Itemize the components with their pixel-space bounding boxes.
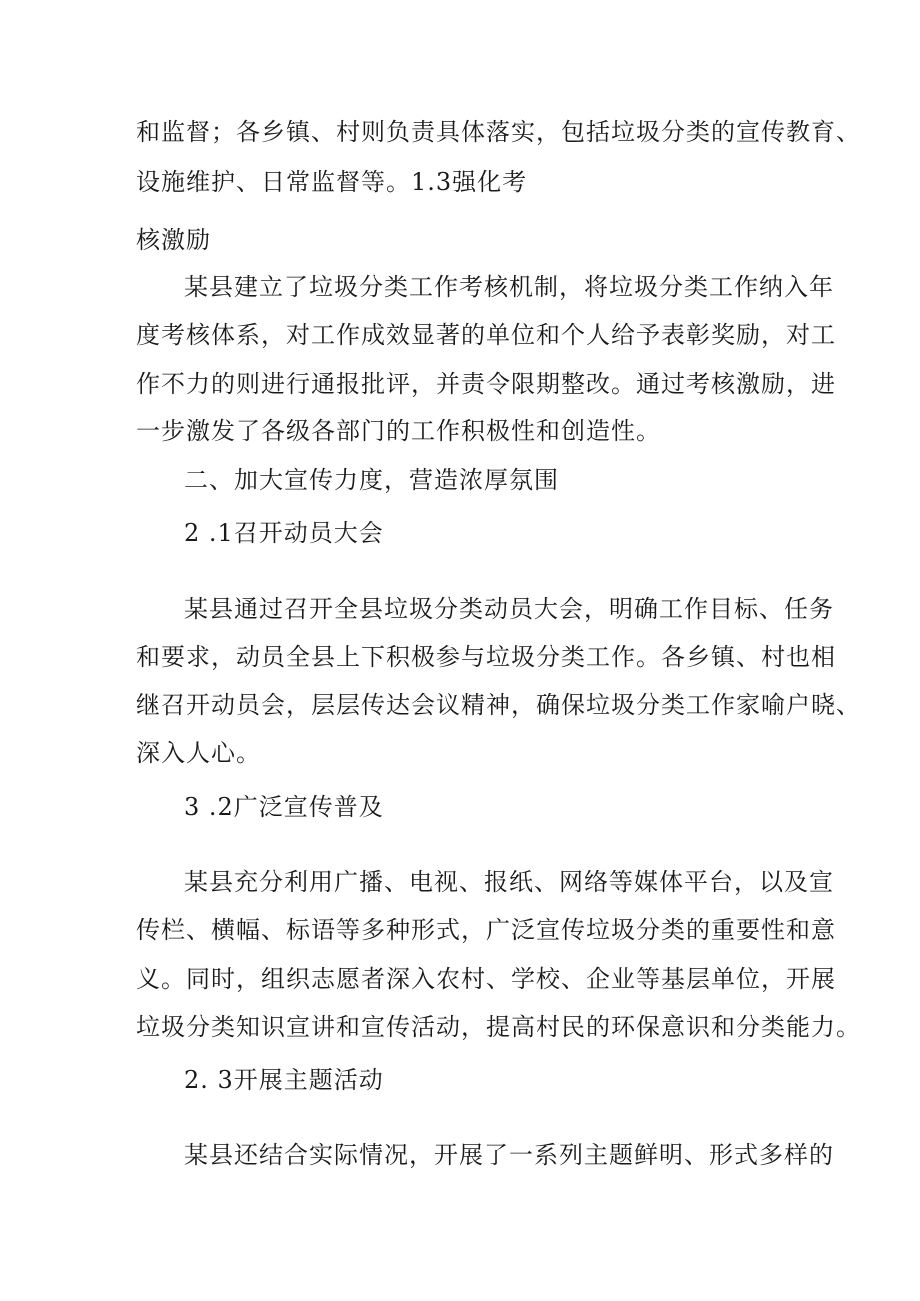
- body-text-line: 义。同时，组织志愿者深入农村、学校、企业等基层单位，开展: [136, 965, 836, 993]
- body-text-line: 一步激发了各级各部门的工作积极性和创造性。: [136, 417, 661, 445]
- body-text-line: 设施维护、日常监督等。1.3强化考: [136, 168, 528, 196]
- body-text-line: 深入人心。: [136, 739, 261, 767]
- body-text-line: 垃圾分类知识宣讲和宣传活动，提高村民的环保意识和分类能力。: [136, 1013, 861, 1041]
- body-text-line: 作不力的则进行通报批评，并责令限期整改。通过考核激励，进: [136, 370, 836, 398]
- subsection-heading: 3 .2广泛宣传普及: [184, 793, 384, 821]
- body-text-line: 核激励: [136, 226, 211, 254]
- body-text-line: 继召开动员会，层层传达会议精神，确保垃圾分类工作家喻户晓、: [136, 691, 861, 719]
- section-heading: 二、加大宣传力度，营造浓厚氛围: [184, 466, 559, 494]
- body-text-line: 某县通过召开全县垃圾分类动员大会，明确工作目标、任务: [184, 595, 834, 623]
- body-text-line: 和监督；各乡镇、村则负责具体落实，包括垃圾分类的宣传教育、: [136, 118, 861, 146]
- body-text-line: 某县充分利用广播、电视、报纸、网络等媒体平台，以及宣: [184, 868, 834, 896]
- subsection-heading: 2. 3开展主题活动: [184, 1066, 384, 1094]
- body-text-line: 某县还结合实际情况，开展了一系列主题鲜明、形式多样的: [184, 1141, 834, 1169]
- body-text-line: 度考核体系，对工作成效显著的单位和个人给予表彰奖励，对工: [136, 321, 836, 349]
- body-text-line: 传栏、横幅、标语等多种形式，广泛宣传垃圾分类的重要性和意: [136, 916, 836, 944]
- subsection-heading: 2 .1召开动员大会: [184, 519, 384, 547]
- body-text-line: 和要求，动员全县上下积极参与垃圾分类工作。各乡镇、村也相: [136, 643, 836, 671]
- body-text-line: 某县建立了垃圾分类工作考核机制，将垃圾分类工作纳入年: [184, 273, 834, 301]
